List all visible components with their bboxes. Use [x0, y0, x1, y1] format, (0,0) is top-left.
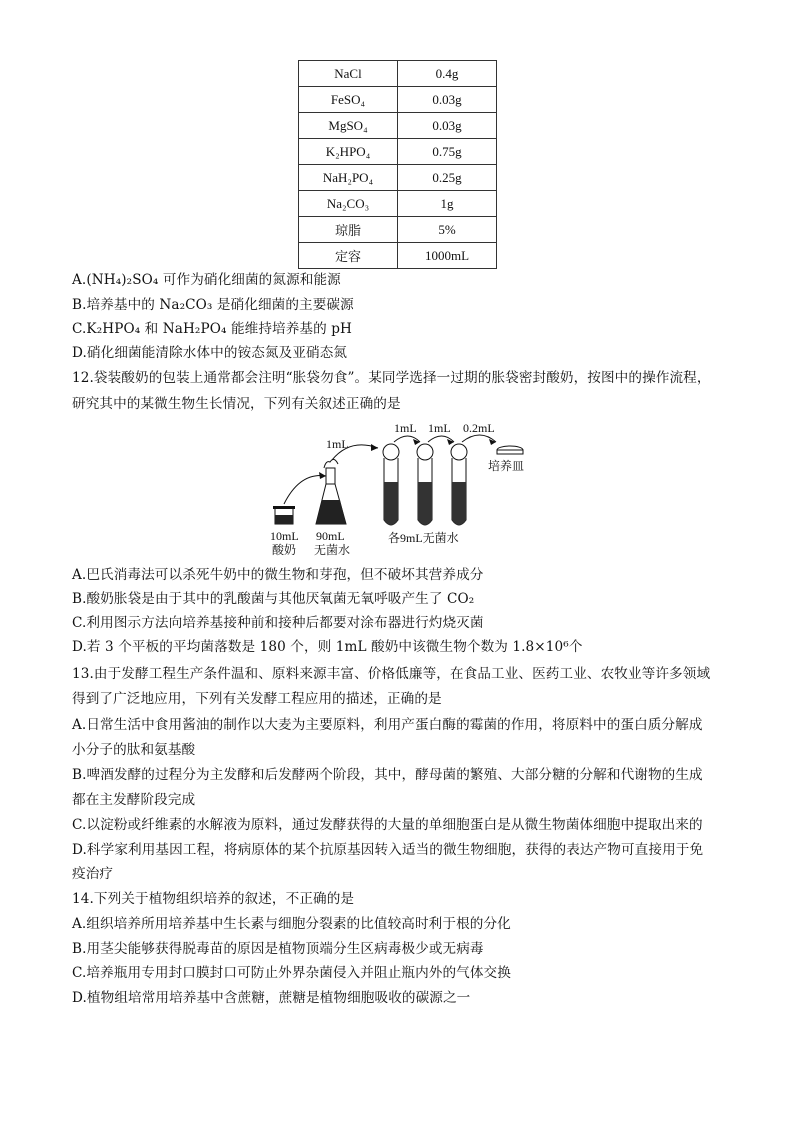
q12-stem-line1: 12.袋装酸奶的包装上通常都会注明“胀袋勿食”。某同学选择一过期的胀袋密封酸奶，按图中的操作流程， [72, 370, 711, 386]
table-row [299, 87, 497, 113]
table-cell: 1000mL [398, 243, 497, 269]
yogurt-cup-icon [273, 506, 295, 524]
q11-option-c: C.K₂HPO₄ 和 NaH₂PO₄ 能维持培养基的 pH [72, 321, 352, 337]
q13-option-a-line1: A.日常生活中食用酱油的制作以大麦为主要原料，利用产蛋白酶的霉菌的作用，将原料中的蛋白质分解成 [72, 717, 703, 733]
q11-option-a: A.(NH₄)₂SO₄ 可作为硝化细菌的氮源和能源 [72, 272, 341, 288]
transfer-arrow [284, 476, 326, 504]
table-cell: FeSO₄ [299, 87, 398, 113]
yogurt-volume-label: 10mL [270, 529, 299, 543]
q11-option-b: B.培养基中的 Na₂CO₃ 是硝化细菌的主要碳源 [72, 297, 354, 313]
q12-option-a: A.巴氏消毒法可以杀死牛奶中的微生物和芽孢，但不破坏其营养成分 [72, 567, 484, 583]
table-cell: 5% [398, 217, 497, 243]
table-cell: 琼脂 [299, 217, 398, 243]
test-tube-icon [417, 444, 433, 525]
table-cell: NaCl [299, 61, 398, 87]
table-cell: 0.25g [398, 165, 497, 191]
table-row [299, 243, 497, 269]
dish-label: 培养皿 [488, 459, 525, 473]
flask-icon [316, 459, 346, 524]
q13-stem-line2: 得到了广泛地应用，下列有关发酵工程应用的描述，正确的是 [72, 691, 442, 707]
q13-option-b-line1: B.啤酒发酵的过程分为主发酵和后发酵两个阶段，其中，酵母菌的繁殖、大部分糖的分解和代谢物的生成 [72, 767, 703, 783]
q12-option-b: B.酸奶胀袋是由于其中的乳酸菌与其他厌氧菌无氧呼吸产生了 CO₂ [72, 591, 475, 607]
q13-option-d-line2: 疫治疗 [72, 866, 114, 882]
q12-option-d: D.若 3 个平板的平均菌落数是 180 个，则 1mL 酸奶中该微生物个数为 1.8×10⁶个 [72, 639, 583, 655]
q12-stem-line2: 研究其中的某微生物生长情况，下列有关叙述正确的是 [72, 396, 401, 412]
arrow-head [447, 439, 454, 445]
table-row [299, 191, 497, 217]
table-row [299, 61, 497, 87]
volume-label: 1mL [394, 421, 417, 435]
q13-option-a-line2: 小分子的肽和氨基酸 [72, 742, 196, 758]
volume-label: 1mL [428, 421, 451, 435]
q13-stem-line1: 13.由于发酵工程生产条件温和、原料来源丰富、价格低廉等，在食品工业、医药工业、农牧业等许多领域 [72, 666, 711, 682]
q12-option-c: C.利用图示方法向培养基接种前和接种后都要对涂布器进行灼烧灭菌 [72, 615, 484, 631]
arrow-head [489, 439, 496, 445]
arrow-head [371, 444, 378, 451]
volume-label: 1mL [326, 437, 349, 451]
q13-option-b-line2: 都在主发酵阶段完成 [72, 792, 196, 808]
table-cell: 定容 [299, 243, 398, 269]
arrow-head [413, 439, 420, 445]
flask-volume-label: 90mL [316, 529, 345, 543]
test-tube-icon [451, 444, 467, 525]
q14-option-c: C.培养瓶用专用封口膜封口可防止外界杂菌侵入并阻止瓶内外的气体交换 [72, 965, 511, 981]
petri-dish-icon [497, 446, 523, 454]
table-cell: K₂HPO₄ [299, 139, 398, 165]
q11-option-d: D.硝化细菌能清除水体中的铵态氮及亚硝态氮 [72, 345, 348, 361]
table-cell: 0.03g [398, 87, 497, 113]
table-row [299, 113, 497, 139]
table-row [299, 165, 497, 191]
dilution-procedure-figure [270, 420, 530, 560]
test-tube-icon [383, 444, 399, 525]
arrow-head [319, 472, 326, 479]
table-cell: MgSO₄ [299, 113, 398, 139]
q13-option-c: C.以淀粉或纤维素的水解液为原料，通过发酵获得的大量的单细胞蛋白是从微生物菌体细胞中提取出来的 [72, 817, 703, 833]
table-row [299, 139, 497, 165]
flask-label: 无菌水 [314, 543, 351, 557]
table-cell: 0.03g [398, 113, 497, 139]
volume-label: 0.2mL [463, 421, 495, 435]
table-cell: 0.75g [398, 139, 497, 165]
medium-composition-table [298, 60, 497, 269]
tubes-label: 各9mL无菌水 [388, 531, 459, 545]
yogurt-label: 酸奶 [272, 543, 297, 557]
table-cell: NaH₂PO₄ [299, 165, 398, 191]
table-cell: Na₂CO₃ [299, 191, 398, 217]
q14-stem: 14.下列关于植物组织培养的叙述，不正确的是 [72, 891, 355, 907]
q14-option-b: B.用茎尖能够获得脱毒苗的原因是植物顶端分生区病毒极少或无病毒 [72, 941, 484, 957]
q14-option-a: A.组织培养所用培养基中生长素与细胞分裂素的比值较高时利于根的分化 [72, 916, 511, 932]
q13-option-d-line1: D.科学家利用基因工程，将病原体的某个抗原基因转入适当的微生物细胞，获得的表达产物可直接用于免 [72, 842, 704, 858]
table-cell: 1g [398, 191, 497, 217]
table-cell: 0.4g [398, 61, 497, 87]
q14-option-d: D.植物组培常用培养基中含蔗糖，蔗糖是植物细胞吸收的碳源之一 [72, 990, 471, 1006]
table-row [299, 217, 497, 243]
